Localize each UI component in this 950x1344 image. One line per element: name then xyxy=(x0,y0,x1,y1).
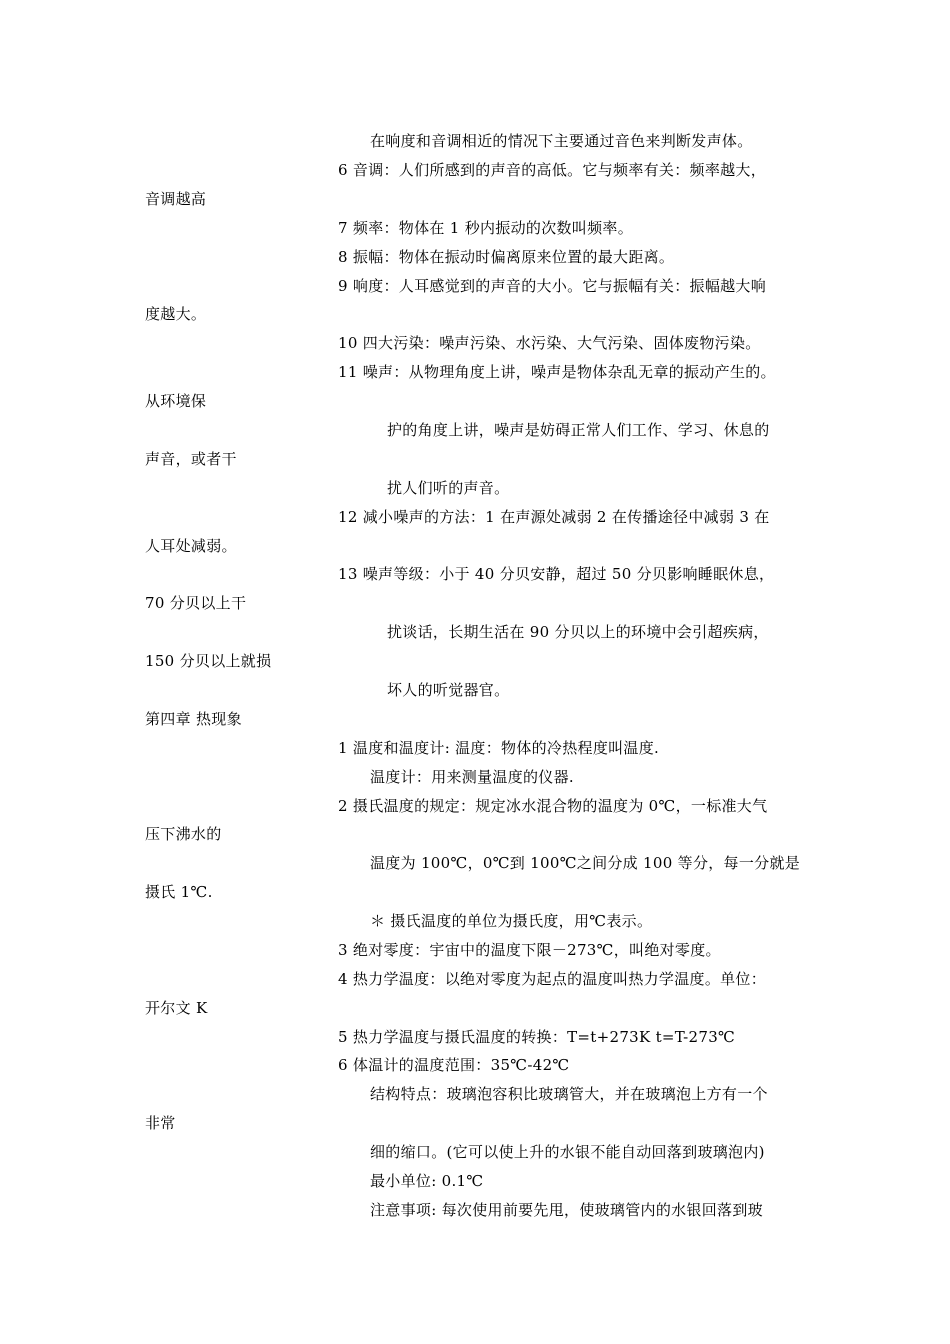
text-line: 扰人们听的声音。 xyxy=(387,479,510,497)
text-line: 护的角度上讲，噪声是妨碍正常人们工作、学习、休息的 xyxy=(387,421,770,439)
text-line: 70 分贝以上干 xyxy=(145,594,247,612)
text-line: ＊ 摄氏温度的单位为摄氏度，用℃表示。 xyxy=(370,912,653,930)
text-line: 在响度和音调相近的情况下主要通过音色来判断发声体。 xyxy=(370,132,753,150)
text-line: 3 绝对零度：宇宙中的温度下限－273℃，叫绝对零度。 xyxy=(338,941,721,959)
text-line: 非常 xyxy=(145,1114,176,1132)
text-line: 12 减小噪声的方法：1 在声源处减弱 2 在传播途径中减弱 3 在 xyxy=(338,508,770,526)
text-line: 开尔文 K xyxy=(145,999,208,1017)
text-line: 6 体温计的温度范围：35℃-42℃ xyxy=(338,1056,570,1074)
text-line: 从环境保 xyxy=(145,392,207,410)
text-line: 1 温度和温度计: 温度：物体的冷热程度叫温度. xyxy=(338,739,660,757)
text-line: 摄氏 1℃. xyxy=(145,883,213,901)
text-line: 13 噪声等级：小于 40 分贝安静，超过 50 分贝影响睡眠休息， xyxy=(338,565,775,583)
text-line: 注意事项: 每次使用前要先甩，使玻璃管内的水银回落到玻 xyxy=(370,1201,763,1219)
text-line: 9 响度：人耳感觉到的声音的大小。它与振幅有关：振幅越大响 xyxy=(338,277,767,295)
text-line: 音调越高 xyxy=(145,190,207,208)
text-line: 温度为 100℃，0℃到 100℃之间分成 100 等分，每一分就是 xyxy=(370,854,801,872)
text-line: 10 四大污染：噪声污染、水污染、大气污染、固体废物污染。 xyxy=(338,334,761,352)
text-line: 人耳处减弱。 xyxy=(145,537,237,555)
chapter-heading: 第四章 热现象 xyxy=(145,710,242,728)
text-line: 声音，或者干 xyxy=(145,450,237,468)
text-line: 6 音调：人们所感到的声音的高低。它与频率有关：频率越大， xyxy=(338,161,767,179)
text-line: 细的缩口。(它可以使上升的水银不能自动回落到玻璃泡内) xyxy=(370,1143,765,1161)
text-line: 坏人的听觉器官。 xyxy=(387,681,510,699)
text-line: 温度计：用来测量温度的仪器. xyxy=(370,768,574,786)
text-line: 5 热力学温度与摄氏温度的转换：T=t+273K t=T-273℃ xyxy=(338,1028,736,1046)
text-line: 压下沸水的 xyxy=(145,825,222,843)
text-line: 4 热力学温度：以绝对零度为起点的温度叫热力学温度。单位： xyxy=(338,970,767,988)
text-line: 2 摄氏温度的规定：规定冰水混合物的温度为 0℃，一标准大气 xyxy=(338,797,768,815)
text-line: 扰谈话，长期生活在 90 分贝以上的环境中会引超疾病， xyxy=(387,623,769,641)
text-line: 150 分贝以上就损 xyxy=(145,652,272,670)
text-line: 结构特点：玻璃泡容积比玻璃管大，并在玻璃泡上方有一个 xyxy=(370,1085,768,1103)
text-line: 最小单位: 0.1℃ xyxy=(370,1172,484,1190)
text-line: 11 噪声：从物理角度上讲，噪声是物体杂乱无章的振动产生的。 xyxy=(338,363,776,381)
text-line: 8 振幅：物体在振动时偏离原来位置的最大距离。 xyxy=(338,248,675,266)
text-line: 7 频率：物体在 1 秒内振动的次数叫频率。 xyxy=(338,219,633,237)
text-line: 度越大。 xyxy=(145,305,207,323)
